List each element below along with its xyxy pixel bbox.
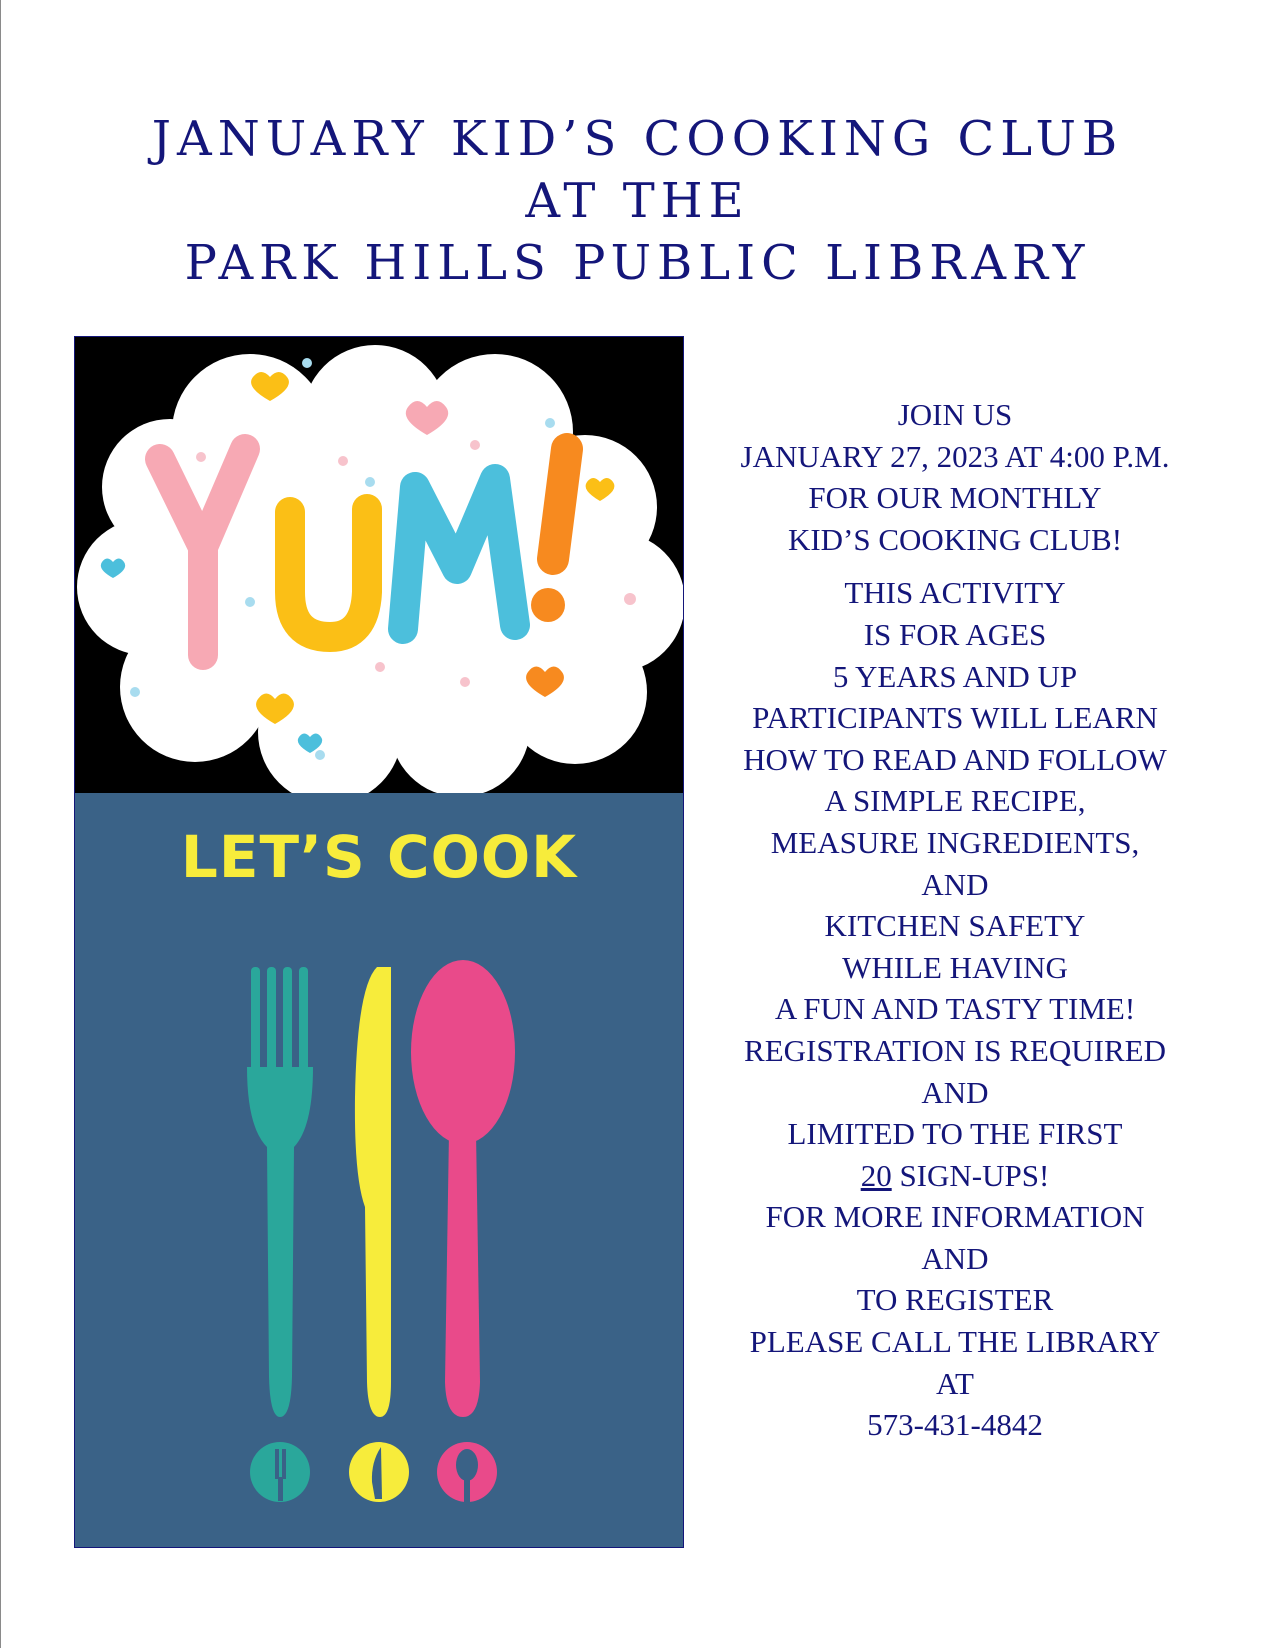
info-line: KID’S COOKING CLUB! bbox=[787, 521, 1123, 557]
info-line: AND bbox=[921, 1240, 989, 1276]
info-line: FOR MORE INFORMATION bbox=[765, 1199, 1145, 1235]
info-line: WHILE HAVING bbox=[842, 949, 1068, 985]
small-utensil-icons bbox=[250, 1442, 497, 1502]
event-intro bbox=[690, 394, 1220, 560]
info-line: LIMITED TO THE FIRST bbox=[787, 1116, 1123, 1152]
event-description bbox=[690, 572, 1220, 1154]
info-line: HOW TO READ AND FOLLOW bbox=[743, 741, 1167, 777]
info-line: THIS ACTIVITY bbox=[844, 575, 1066, 611]
info-line: PLEASE CALL THE LIBRARY bbox=[749, 1324, 1161, 1360]
title-line-1: JANUARY KID’S COOKING CLUB bbox=[151, 111, 1124, 167]
info-line: IS FOR AGES bbox=[863, 616, 1047, 652]
info-line: AND bbox=[921, 866, 989, 902]
poster-artwork bbox=[75, 337, 683, 1547]
info-line: 573-431-4842 bbox=[867, 1407, 1043, 1443]
info-line: AND bbox=[921, 1074, 989, 1110]
info-line: MEASURE INGREDIENTS, bbox=[770, 824, 1140, 860]
info-line: A SIMPLE RECIPE, bbox=[824, 783, 1086, 819]
info-line: 5 YEARS AND UP bbox=[832, 658, 1078, 694]
signup-number: 20 bbox=[860, 1157, 892, 1193]
info-line: AT bbox=[936, 1365, 974, 1401]
spacer bbox=[690, 560, 1220, 572]
title-line-2: AT THE bbox=[525, 173, 750, 229]
info-line: JOIN US bbox=[897, 397, 1013, 432]
info-line: REGISTRATION IS REQUIRED bbox=[744, 1032, 1166, 1068]
info-line: JANUARY 27, 2023 AT 4:00 P.M. bbox=[740, 438, 1170, 474]
signup-limit-line bbox=[690, 1155, 1220, 1197]
flyer-title bbox=[0, 108, 1275, 294]
event-details bbox=[690, 394, 1220, 1446]
info-line: KITCHEN SAFETY bbox=[824, 908, 1086, 944]
signup-rest: SIGN-UPS! bbox=[891, 1157, 1050, 1193]
info-line: PARTICIPANTS WILL LEARN bbox=[752, 700, 1158, 736]
info-line: A FUN AND TASTY TIME! bbox=[774, 991, 1136, 1027]
info-line: TO REGISTER bbox=[856, 1282, 1054, 1318]
cooking-poster-image bbox=[74, 336, 684, 1548]
contact-info bbox=[690, 1196, 1220, 1446]
lets-cook-text: LET’S COOK bbox=[180, 823, 578, 891]
info-line: FOR OUR MONTHLY bbox=[808, 480, 1102, 516]
title-line-3: PARK HILLS PUBLIC LIBRARY bbox=[184, 235, 1091, 291]
